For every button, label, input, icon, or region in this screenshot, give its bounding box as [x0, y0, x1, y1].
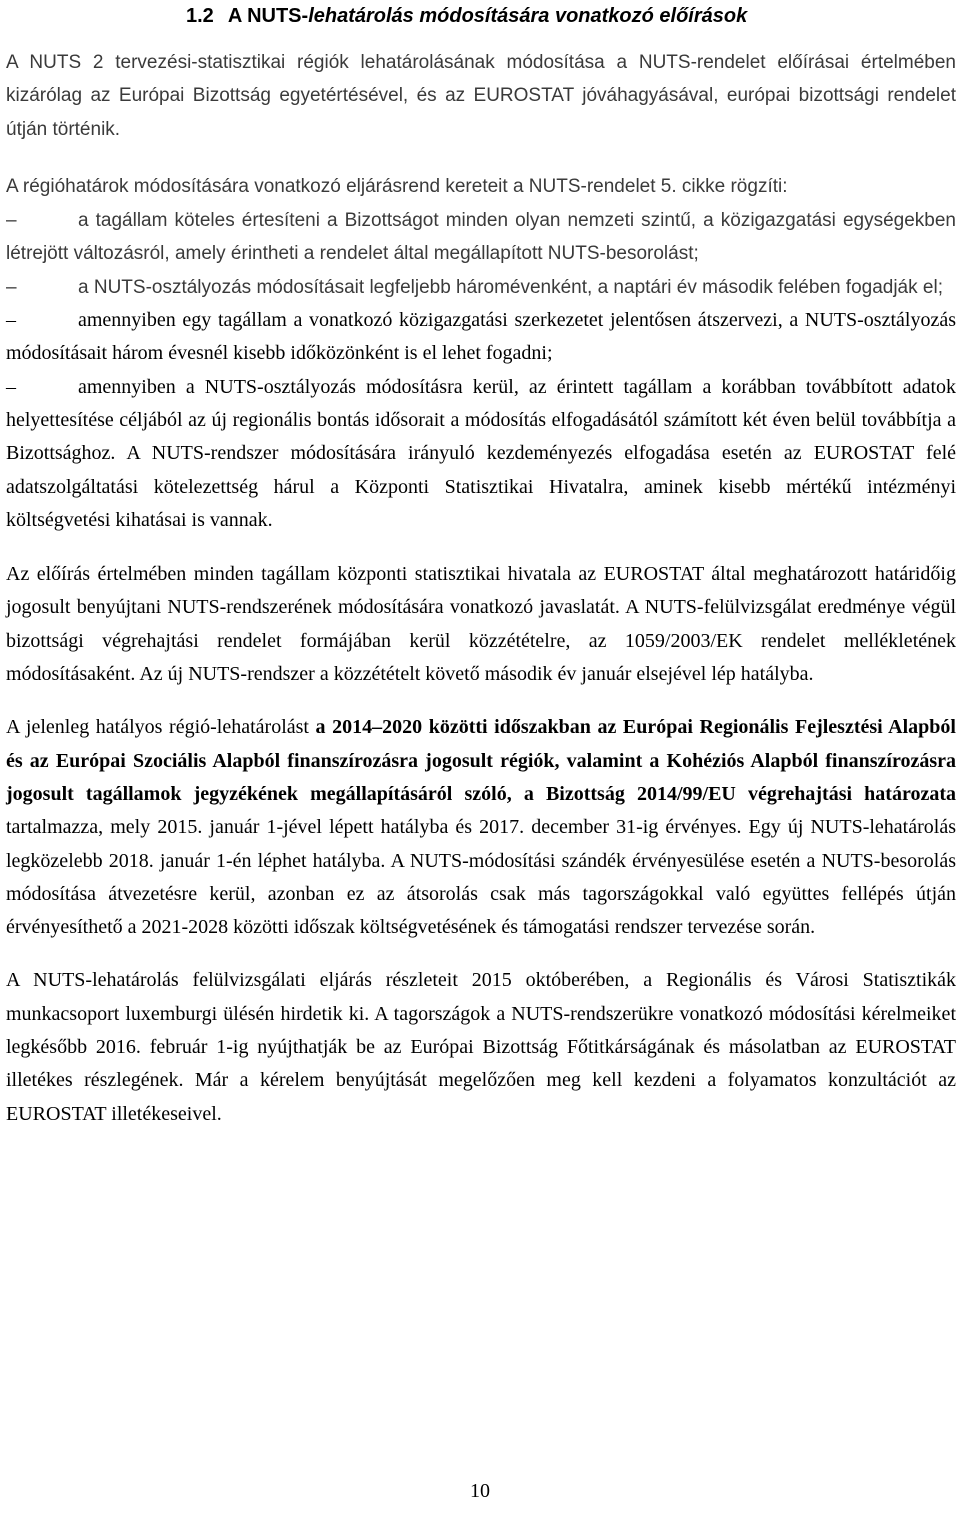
section-title-italic: lehatárolás módosítására vonatkozó előírások — [308, 5, 748, 27]
proposal-paragraph: Az előírás értelmében minden tagállam központi statisztikai hivatala az EUROSTAT által meghatározott határidőig jogosult benyújtani NUTS-rendszerének módosítására vonatkozó javaslatát. A NUTS-felülvizsgálat eredménye végül bizottsági végrehajtási rendelet formájában kerül közzétételre, az 1059/2003/EK rendelet mellékletének módosításaként. Az új NUTS-rendszer a közzétételt követő második év január elsejével lép hatályba. — [6, 563, 956, 686]
procedure-intro: A régióhatárok módosítására vonatkozó eljárásrend kereteit a NUTS-rendelet 5. cikke rögzíti: — [6, 175, 788, 197]
procedure-list-cont — [6, 304, 956, 1131]
procedure-list — [6, 204, 956, 304]
intro-block — [6, 46, 956, 203]
list-item: – a tagállam köteles értesíteni a Bizottságot minden olyan nemzeti szintű, a közigazgatási egységekben létrejött változásról, amely érintheti a rendelet által megállapított NUTS-besorolást; — [6, 204, 956, 271]
list-item: – amennyiben a NUTS-osztályozás módosításra kerül, az érintett tagállam a korábban továbbított adatok helyettesítése céljából az új regionális bontás idősorait a módosítás elfogadásától számított két éven belül továbbítja a Bizottsághoz. A NUTS-rendszer módosítására irányuló kezdeményezés elfogadása esetén az EUROSTAT felé adatszolgáltatási kötelezettség hárul a Központi Statisztikai Hivatalra, aminek kisebb mértékű intézményi költségvetési kihatásai is vannak. — [6, 371, 956, 537]
list-item: – amennyiben egy tagállam a vonatkozó közigazgatási szerkezetet jelentősen átszervezi, a NUTS-osztályozás módosításait három évesnél kisebb időközönként is el lehet fogadni; — [6, 304, 956, 371]
intro-paragraph: A NUTS 2 tervezési-statisztikai régiók lehatárolásának módosítása a NUTS-rendelet előírásai értelmében kizárólag az Európai Bizottság egyetértésével, és az EUROSTAT jóváhagyásával, európai bizottsági rendelet útján történik. — [6, 52, 956, 140]
dash-marker: – — [6, 276, 17, 298]
dash-marker: – — [6, 309, 16, 332]
section-number: 1.2 — [186, 5, 214, 27]
review-paragraph: A NUTS-lehatárolás felülvizsgálati eljárás részleteit 2015 októberében, a Regionális és Városi Statisztikák munkacsoport luxemburgi ülésén hirdetik ki. A tagországok a NUTS-rendszerükre vonatkozó módosítási kérelmeiket legkésőbb 2016. február 1-ig nyújthatják be az Európai Bizottság Főtitkárságának és másolatban az EUROSTAT illetékes részlegének. Már a kérelem benyújtását megelőzően meg kell kezdeni a folyamatos konzultációt az EUROSTAT illetékeseivel. — [6, 969, 956, 1125]
dash-marker: – — [6, 210, 17, 232]
section-title-prefix: A NUTS- — [227, 5, 309, 27]
document-page — [6, 0, 956, 1131]
regulation-title: a 2014–2020 közötti időszakban az Európai Regionális Fejlesztési Alapból és az Európai Szociális Alapból finanszírozásra jogosult régiók, valamint a Kohéziós Alapból finanszírozásra jogosult tagállamok jegyzékének megállapításáról szóló, a Bizottság 2014/99/EU végrehajtási határozata — [6, 716, 956, 805]
list-item: – a NUTS-osztályozás módosításait legfeljebb háromévenként, a naptári év második felében fogadják el; — [6, 271, 956, 304]
current-regulation-paragraph: A jelenleg hatályos régió-lehatárolást a 2014–2020 közötti időszakban az Európai Regionális Fejlesztési Alapból és az Európai Szociális Alapból finanszírozásra jogosult régiók, valamint a Kohéziós Alapból finanszírozásra jogosult tagállamok jegyzékének megállapításáról szóló, a Bizottság 2014/99/EU végrehajtási határozata tartalmazza, mely 2015. január 1-jével lépett hatályba és 2017. december 31-ig érvényes. Egy új NUTS-lehatárolás legközelebb 2018. január 1-én léphet hatályba. A NUTS-módosítási szándék érvényesülése esetén a NUTS-besorolás módosítása átvezetésre kerül, azonban ez az átsorolás csak más tagországokkal való együttes fellépés útján érvényesíthető a 2021-2028 közötti időszak költségvetésének és támogatási rendszer tervezése során. — [6, 716, 956, 939]
page-number: 10 — [470, 1480, 490, 1502]
section-heading — [6, 2, 956, 32]
dash-marker: – — [6, 375, 16, 398]
